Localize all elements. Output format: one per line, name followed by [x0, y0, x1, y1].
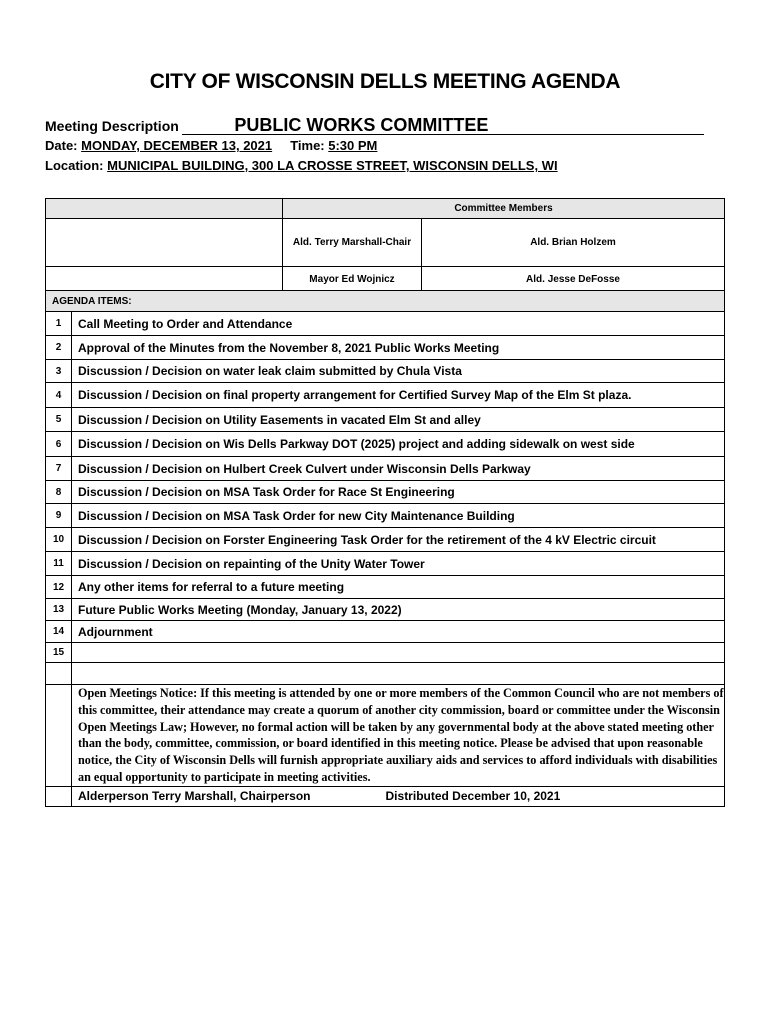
agenda-item-text: Discussion / Decision on final property arrangement for Certified Survey Map of the Elm St plaza. — [72, 383, 725, 408]
location-label: Location: — [45, 158, 104, 173]
date-label: Date: — [45, 138, 78, 153]
agenda-row — [46, 576, 725, 599]
agenda-row — [46, 312, 725, 336]
notice-row — [46, 685, 725, 787]
agenda-row — [46, 599, 725, 621]
agenda-item-number: 8 — [46, 481, 72, 504]
agenda-item-text: Adjournment — [72, 621, 725, 643]
agenda-item-text: Discussion / Decision on Utility Easements in vacated Elm St and alley — [72, 408, 725, 432]
agenda-row — [46, 528, 725, 552]
agenda-blank-cell — [46, 685, 72, 787]
agenda-item-number: 3 — [46, 360, 72, 383]
date-time-line — [45, 138, 377, 153]
date-value: MONDAY, DECEMBER 13, 2021 — [81, 138, 273, 153]
committee-members-heading: Committee Members — [283, 199, 725, 219]
agenda-item-number: 9 — [46, 504, 72, 528]
agenda-row — [46, 643, 725, 663]
members-blank-cell — [46, 219, 283, 267]
committee-members-table — [45, 198, 725, 292]
location-value: MUNICIPAL BUILDING, 300 LA CROSSE STREET, WISCONSIN DELLS, WI — [107, 158, 558, 173]
agenda-row — [46, 432, 725, 457]
member-name: Mayor Ed Wojnicz — [283, 267, 422, 292]
agenda-row — [46, 481, 725, 504]
open-meetings-notice: Open Meetings Notice: If this meeting is attended by one or more members of the Common Council who are not members of this committee, their attendance may create a quorum of another city commission, board or committee under the Wisconsin Open Meetings Law; However, no formal action will be taken by any governmental body at the above stated meeting other than the body, committee, commission, or board identified in this meeting notice. Please be advised that upon reasonable notice, the City of Wisconsin Dells will furnish appropriate auxiliary aids and services to afford individuals with disabilities an equal opportunity to participate in meeting activities. — [72, 685, 725, 787]
agenda-row — [46, 408, 725, 432]
agenda-row — [46, 383, 725, 408]
agenda-item-number: 2 — [46, 336, 72, 360]
member-name: Ald. Jesse DeFosse — [422, 267, 725, 292]
agenda-item-text: Call Meeting to Order and Attendance — [72, 312, 725, 336]
members-blank-cell — [46, 199, 283, 219]
agenda-row — [46, 336, 725, 360]
agenda-item-text: Approval of the Minutes from the November 8, 2021 Public Works Meeting — [72, 336, 725, 360]
agenda-blank-cell — [72, 663, 725, 685]
agenda-item-number: 14 — [46, 621, 72, 643]
members-blank-cell — [46, 267, 283, 292]
distribution-date: Distributed December 10, 2021 — [385, 789, 561, 804]
agenda-item-text: Any other items for referral to a future meeting — [72, 576, 725, 599]
agenda-row — [46, 457, 725, 481]
agenda-item-number: 10 — [46, 528, 72, 552]
location-line — [45, 158, 558, 173]
agenda-item-text: Discussion / Decision on Forster Engineering Task Order for the retirement of the 4 kV Electric circuit — [72, 528, 725, 552]
agenda-item-number: 12 — [46, 576, 72, 599]
time-label: Time: — [290, 138, 325, 153]
page-title: CITY OF WISCONSIN DELLS MEETING AGENDA — [149, 70, 621, 93]
agenda-blank-cell — [46, 663, 72, 685]
agenda-spacer-row — [46, 663, 725, 685]
agenda-row — [46, 360, 725, 383]
agenda-item-number: 13 — [46, 599, 72, 621]
agenda-item-number: 5 — [46, 408, 72, 432]
agenda-item-text: Future Public Works Meeting (Monday, January 13, 2022) — [72, 599, 725, 621]
meeting-description-value: PUBLIC WORKS COMMITTEE — [182, 116, 704, 135]
agenda-heading: AGENDA ITEMS: — [46, 291, 725, 312]
agenda-item-text: Discussion / Decision on water leak claim submitted by Chula Vista — [72, 360, 725, 383]
agenda-table — [45, 290, 725, 807]
agenda-item-text: Discussion / Decision on Wis Dells Parkway DOT (2025) project and adding sidewalk on west side — [72, 432, 725, 457]
agenda-row — [46, 621, 725, 643]
agenda-item-text: Discussion / Decision on MSA Task Order for Race St Engineering — [72, 481, 725, 504]
signature-row — [46, 786, 725, 806]
agenda-item-number: 1 — [46, 312, 72, 336]
agenda-item-number: 4 — [46, 383, 72, 408]
meeting-description-label: Meeting Description — [45, 118, 179, 134]
meeting-description-line — [45, 116, 704, 135]
member-name: Ald. Terry Marshall-Chair — [283, 219, 422, 267]
chairperson-name: Alderperson Terry Marshall, Chairperson — [78, 789, 311, 804]
signature-cell — [72, 786, 725, 806]
agenda-item-number: 15 — [46, 643, 72, 663]
agenda-item-number: 7 — [46, 457, 72, 481]
agenda-blank-cell — [46, 786, 72, 806]
agenda-item-text — [72, 643, 725, 663]
agenda-item-text: Discussion / Decision on MSA Task Order for new City Maintenance Building — [72, 504, 725, 528]
member-name: Ald. Brian Holzem — [422, 219, 725, 267]
time-value: 5:30 PM — [328, 138, 378, 153]
agenda-item-number: 11 — [46, 552, 72, 576]
agenda-row — [46, 552, 725, 576]
agenda-item-text: Discussion / Decision on repainting of the Unity Water Tower — [72, 552, 725, 576]
agenda-item-number: 6 — [46, 432, 72, 457]
agenda-row — [46, 504, 725, 528]
agenda-item-text: Discussion / Decision on Hulbert Creek Culvert under Wisconsin Dells Parkway — [72, 457, 725, 481]
